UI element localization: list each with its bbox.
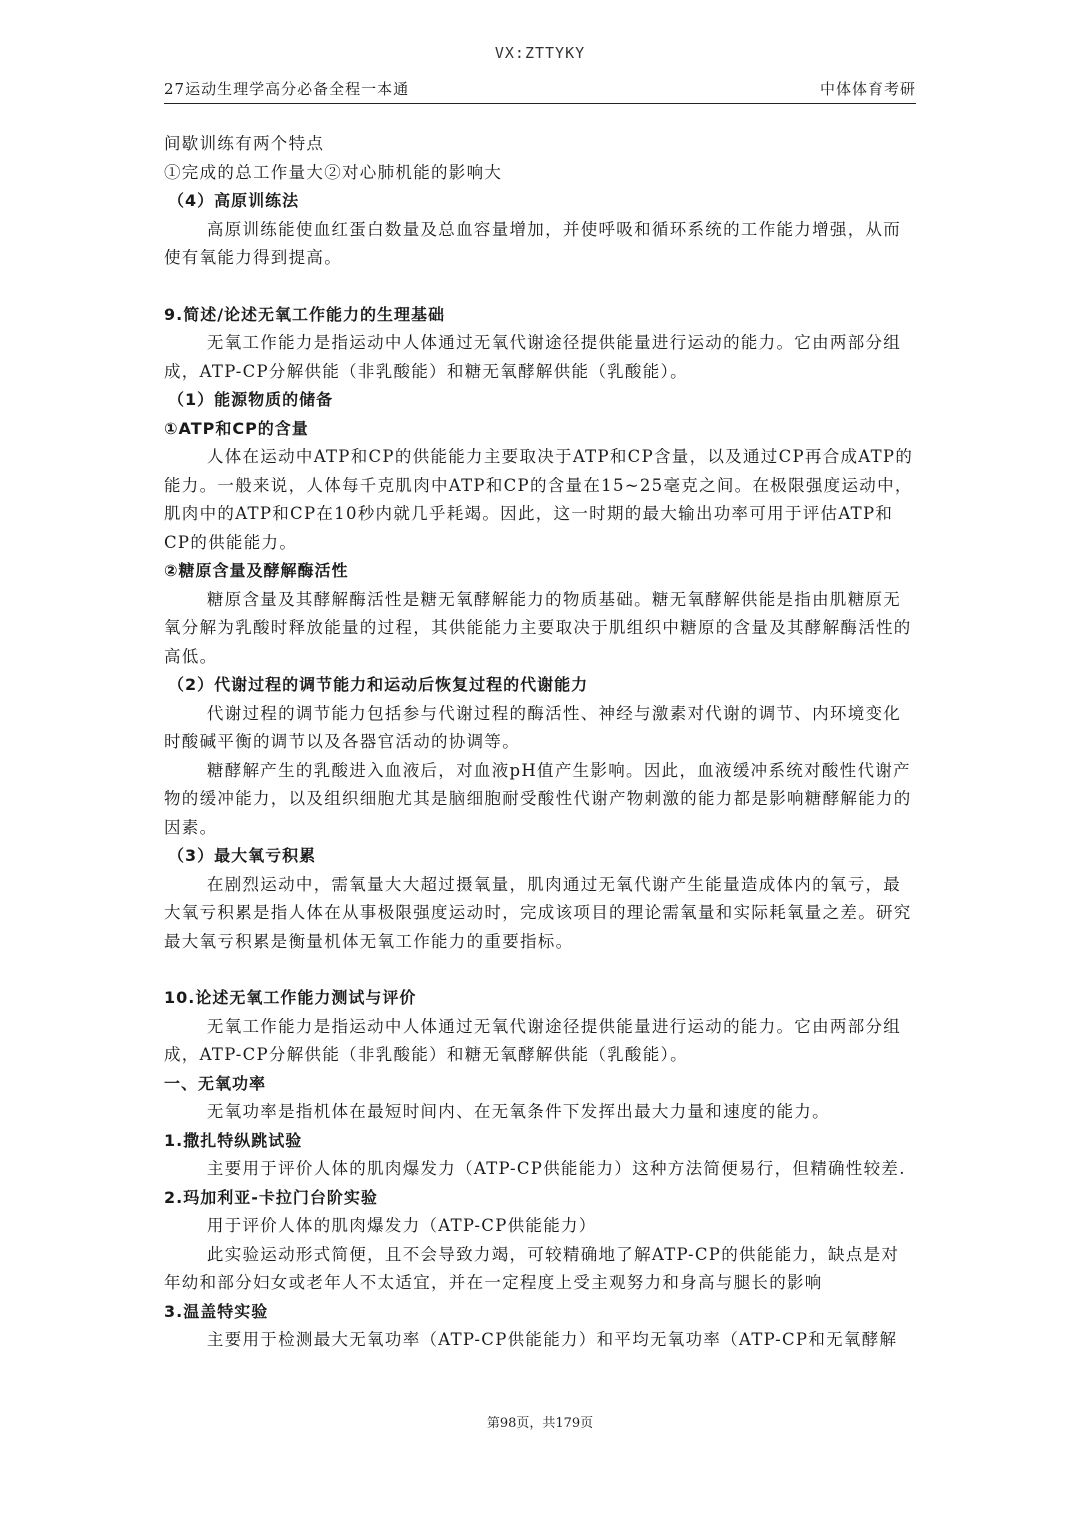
subheading: （2）代谢过程的调节能力和运动后恢复过程的代谢能力 <box>168 675 589 694</box>
paragraph: 此实验运动形式简便，且不会导致力竭，可较精确地了解ATP-CP的供能能力，缺点是对年幼和部分妇女或老年人不太适宜，并在一定程度上受主观努力和身高与腿长的影响 <box>164 1244 900 1292</box>
page-number: 第98页，共179页 <box>486 1416 594 1431</box>
subheading: （3）最大氧亏积累 <box>168 846 317 865</box>
section-heading: 9.简述/论述无氧工作能力的生理基础 <box>164 304 446 324</box>
subheading: 一、无氧功率 <box>164 1073 267 1093</box>
subheading: 3.温盖特实验 <box>164 1301 269 1321</box>
subheading: （1）能源物质的储备 <box>168 390 334 409</box>
paragraph: 高原训练能使血红蛋白数量及总血容量增加，并使呼吸和循环系统的工作能力增强，从而使有氧能力得到提高。 <box>164 219 902 267</box>
paragraph: 在剧烈运动中，需氧量大大超过摄氧量，肌肉通过无氧代谢产生能量造成体内的氧亏，最大氧亏积累是指人体在从事极限强度运动时，完成该项目的理论需氧量和实际耗氧量之差。研究最大氧亏积累是衡量机体无氧工作能力的重要指标。 <box>164 874 912 951</box>
paragraph: 间歇训练有两个特点 <box>164 134 325 153</box>
paragraph: 糖酵解产生的乳酸进入血液后，对血液pH值产生影响。因此，血液缓冲系统对酸性代谢产物的缓冲能力，以及组织细胞尤其是脑细胞耐受酸性代谢产物刺激的能力都是影响糖酵解能力的因素。 <box>164 760 912 837</box>
paragraph: ①完成的总工作量大②对心肺机能的影响大 <box>164 162 503 182</box>
paragraph: 主要用于检测最大无氧功率（ATP-CP供能能力）和平均无氧功率（ATP-CP和无氧酵解 <box>206 1330 898 1349</box>
paragraph: 无氧工作能力是指运动中人体通过无氧代谢途径提供能量进行运动的能力。它由两部分组成，ATP-CP分解供能（非乳酸能）和糖无氧酵解供能（乳酸能）。 <box>164 1016 902 1064</box>
paragraph: 人体在运动中ATP和CP的供能能力主要取决于ATP和CP含量，以及通过CP再合成ATP的能力。一般来说，人体每千克肌肉中ATP和CP的含量在15~25毫克之间。在极限强度运动中，肌肉中的ATP和CP在10秒内就几乎耗竭。因此，这一时期的最大输出功率可用于评估ATP和CP的供能能力。 <box>164 447 914 552</box>
subheading: 2.玛加利亚-卡拉门台阶实验 <box>164 1187 378 1207</box>
document-body <box>164 130 916 1355</box>
section-heading: 10.论述无氧工作能力测试与评价 <box>164 988 417 1007</box>
paragraph: 主要用于评价人体的肌肉爆发力（ATP-CP供能能力）这种方法简便易行，但精确性较差. <box>206 1159 906 1178</box>
subheading: ②糖原含量及酵解酶活性 <box>164 561 349 580</box>
paragraph: 无氧功率是指机体在最短时间内、在无氧条件下发挥出最大力量和速度的能力。 <box>206 1102 830 1121</box>
paragraph: 无氧工作能力是指运动中人体通过无氧代谢途径提供能量进行运动的能力。它由两部分组成，ATP-CP分解供能（非乳酸能）和糖无氧酵解供能（乳酸能）。 <box>164 333 902 381</box>
subheading: （4）高原训练法 <box>168 191 300 210</box>
page-header <box>164 78 916 104</box>
paragraph: 代谢过程的调节能力包括参与代谢过程的酶活性、神经与激素对代谢的调节、内环境变化时酸碱平衡的调节以及各器官活动的协调等。 <box>164 703 902 751</box>
header-book-title: 27运动生理学高分必备全程一本通 <box>164 80 410 98</box>
header-publisher: 中体体育考研 <box>819 80 916 98</box>
paragraph: 糖原含量及其酵解酶活性是糖无氧酵解能力的物质基础。糖无氧酵解供能是指由肌糖原无氧分解为乳酸时释放能量的过程，其供能能力主要取决于肌组织中糖原的含量及其酵解酶活性的高低。 <box>164 589 912 666</box>
subheading: 1.撒扎特纵跳试验 <box>164 1130 303 1150</box>
subheading: ①ATP和CP的含量 <box>164 418 309 438</box>
paragraph: 用于评价人体的肌肉爆发力（ATP-CP供能能力） <box>206 1216 597 1235</box>
watermark: VX:ZTTYKY <box>494 44 586 62</box>
